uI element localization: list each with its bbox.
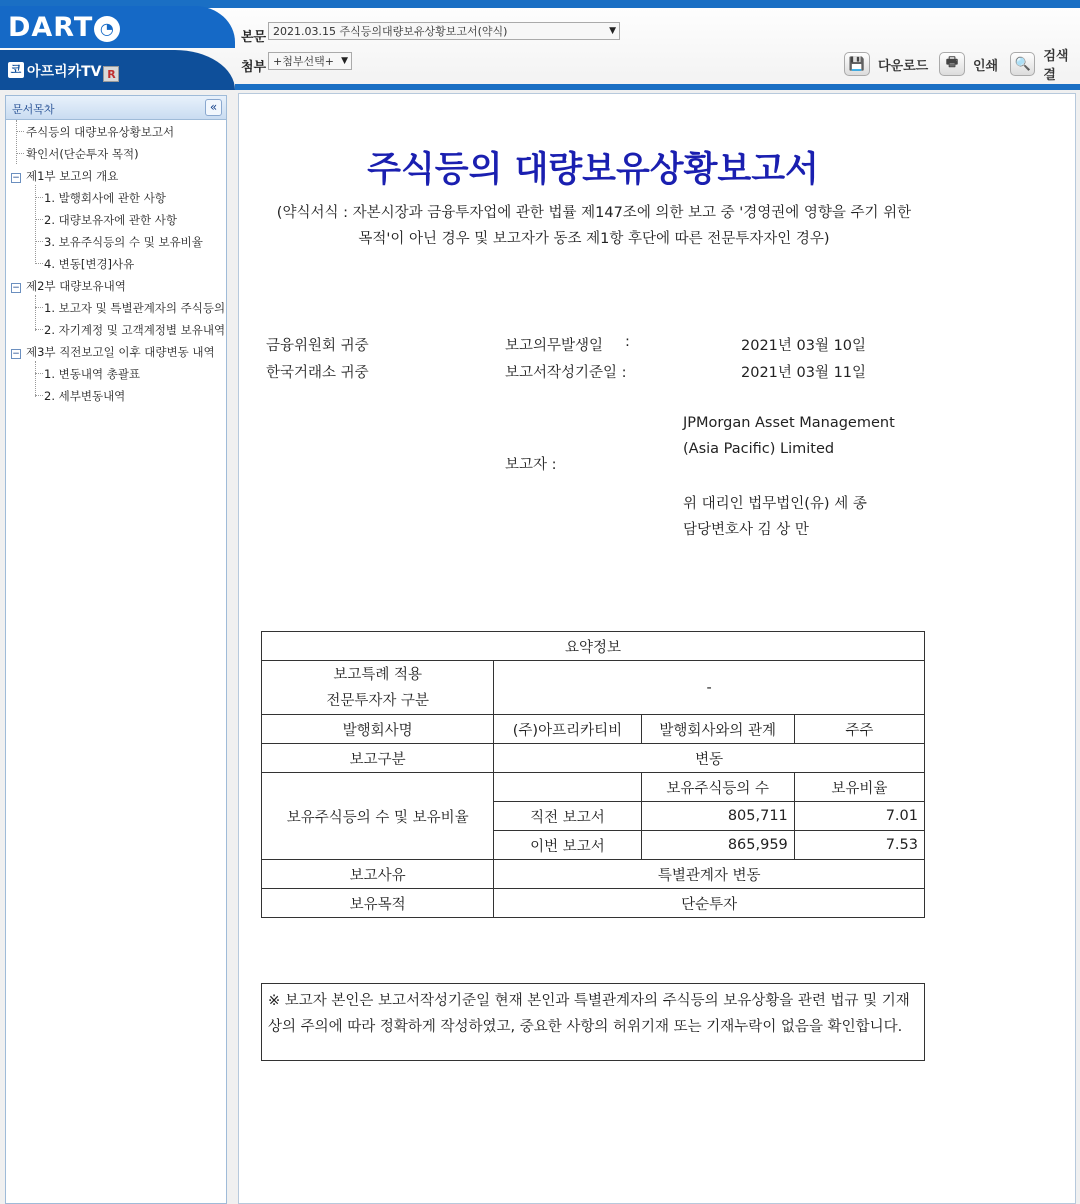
header-divider bbox=[235, 84, 1080, 90]
summary-title: 요약정보 bbox=[262, 632, 925, 661]
agent-line-2: 담당변호사 김 상 만 bbox=[683, 522, 809, 538]
document-title: 주식등의 대량보유상황보고서 bbox=[367, 150, 819, 190]
sidebar-item-part1[interactable] bbox=[11, 168, 118, 184]
relation-label: 발행회사와의 관계 bbox=[641, 715, 794, 744]
issuer-value: (주)아프리카티비 bbox=[494, 715, 641, 744]
print-label: 인쇄 bbox=[973, 58, 999, 74]
collapse-node-icon[interactable]: − bbox=[12, 283, 20, 293]
sidebar-item-label: 제1부 보고의 개요 bbox=[26, 169, 119, 183]
sidebar-item-change-summary[interactable]: 1. 변동내역 총괄표 bbox=[44, 367, 141, 381]
shares-header: 보유주식등의 수 bbox=[641, 773, 794, 802]
holdings-blank bbox=[494, 773, 641, 802]
chevron-down-icon: ▼ bbox=[609, 26, 616, 36]
holdings-label: 보유주식등의 수 및 보유비율 bbox=[262, 773, 494, 860]
basis-date-label: 보고서작성기준일 : bbox=[505, 365, 627, 381]
sidebar-item-accounts[interactable]: 2. 자기계정 및 고객계정별 보유내역 bbox=[44, 323, 226, 337]
save-icon: 💾 bbox=[844, 52, 870, 76]
collapse-node-icon[interactable]: − bbox=[12, 349, 20, 359]
company-bar bbox=[0, 50, 235, 90]
reporter-label: 보고자 : bbox=[505, 457, 557, 473]
search-icon: 🔍 bbox=[1010, 52, 1035, 76]
recipient-fsc: 금융위원회 귀중 bbox=[266, 338, 369, 354]
basis-date: 2021년 03월 11일 bbox=[741, 365, 867, 381]
sidebar-item-change-detail[interactable]: 2. 세부변동내역 bbox=[44, 389, 126, 403]
subtitle-line-1: (약식서식 : 자본시장과 금융투자업에 관한 법률 제147조에 의한 보고 중 '경영권에 영향을 주기 위한 bbox=[276, 205, 912, 221]
special-label-2: 전문투자자 구분 bbox=[326, 692, 429, 709]
special-label-1: 보고특례 적용 bbox=[333, 666, 422, 683]
prev-ratio: 7.01 bbox=[794, 802, 924, 831]
reason-value: 특별관계자 변동 bbox=[494, 860, 925, 889]
sidebar-item-label: 제3부 직전보고일 이후 대량변동 내역 bbox=[26, 345, 215, 359]
summary-table bbox=[261, 631, 925, 918]
sidebar-item-issuer[interactable]: 1. 발행회사에 관한 사항 bbox=[44, 191, 166, 205]
logo-area bbox=[0, 6, 235, 48]
collapse-node-icon[interactable]: − bbox=[12, 173, 20, 183]
company-r-icon[interactable]: R bbox=[103, 66, 119, 82]
document-subtitle bbox=[269, 200, 919, 252]
reporter-name-1: JPMorgan Asset Management bbox=[683, 415, 895, 431]
main-label: 본문 bbox=[241, 30, 267, 45]
logo-panel bbox=[0, 6, 235, 90]
issuer-label: 발행회사명 bbox=[262, 715, 494, 744]
chevron-down-icon: ▼ bbox=[341, 56, 348, 66]
sidebar-item-related-parties[interactable]: 1. 보고자 및 특별관계자의 주식등의 bbox=[44, 301, 226, 315]
obligation-date-label: 보고의무발생일 bbox=[505, 338, 604, 354]
print-button[interactable] bbox=[939, 51, 998, 77]
printer-icon: 🖶 bbox=[939, 52, 965, 76]
prev-shares: 805,711 bbox=[641, 802, 794, 831]
dart-logo-ball-icon: ◔ bbox=[94, 16, 120, 42]
subtitle-line-2: 목적'이 아닌 경우 및 보고자가 동조 제1항 후단에 따른 전문투자자인 경우) bbox=[358, 231, 830, 247]
recipient-krx: 한국거래소 귀중 bbox=[266, 365, 369, 381]
dart-logo[interactable]: DART ◔ bbox=[8, 12, 120, 43]
confirmation-notice: ※ 보고자 본인은 보고서작성기준일 현재 본인과 특별관계자의 주식등의 보유상황을 관련 법규 및 기재상의 주의에 따라 정확하게 작성하였고, 중요한 사항의 허위기재 또는 기재누락이 없음을 확인합니다. bbox=[261, 983, 925, 1061]
sidebar-item-change-reason[interactable]: 4. 변동[변경]사유 bbox=[44, 257, 135, 271]
report-type-label: 보고구분 bbox=[262, 744, 494, 773]
sidebar-item-part2[interactable] bbox=[11, 278, 126, 294]
agent-line-1: 위 대리인 법무법인(유) 세 종 bbox=[683, 496, 867, 512]
report-type-value: 변동 bbox=[494, 744, 925, 773]
collapse-icon[interactable]: « bbox=[205, 99, 222, 116]
document-viewer[interactable] bbox=[238, 93, 1076, 1204]
search-label: 검색결 bbox=[1043, 49, 1069, 83]
sidebar-item-part3[interactable] bbox=[11, 344, 215, 360]
reason-label: 보고사유 bbox=[262, 860, 494, 889]
sidebar bbox=[5, 95, 227, 1204]
reporter-name-2: (Asia Pacific) Limited bbox=[683, 441, 835, 457]
sidebar-item-confirmation[interactable]: 확인서(단순투자 목적) bbox=[26, 147, 139, 161]
obligation-date: 2021년 03월 10일 bbox=[741, 338, 867, 354]
attach-label: 첨부 bbox=[241, 60, 267, 75]
sidebar-item-holder[interactable]: 2. 대량보유자에 관한 사항 bbox=[44, 213, 178, 227]
curr-ratio: 7.53 bbox=[794, 831, 924, 860]
sidebar-header bbox=[6, 96, 226, 120]
main-document-select[interactable]: 2021.03.15 주식등의대량보유상황보고서(약식) ▼ bbox=[268, 22, 620, 40]
sidebar-item-report[interactable]: 주식등의 대량보유상황보고서 bbox=[26, 125, 175, 139]
sidebar-title: 문서목차 bbox=[12, 103, 55, 116]
purpose-value: 단순투자 bbox=[494, 889, 925, 918]
curr-report-label: 이번 보고서 bbox=[494, 831, 641, 860]
sidebar-item-holdings[interactable]: 3. 보유주식등의 수 및 보유비율 bbox=[44, 235, 203, 249]
obligation-date-colon: : bbox=[625, 334, 630, 350]
download-label: 다운로드 bbox=[878, 58, 929, 74]
special-label bbox=[262, 661, 494, 715]
attachment-select[interactable]: +첨부선택+ ▼ bbox=[268, 52, 352, 70]
special-value: - bbox=[494, 661, 925, 715]
search-button[interactable] bbox=[1010, 49, 1080, 83]
prev-report-label: 직전 보고서 bbox=[494, 802, 641, 831]
ratio-header: 보유비율 bbox=[794, 773, 924, 802]
company-name[interactable]: 아프리카TV R bbox=[27, 61, 119, 82]
curr-shares: 865,959 bbox=[641, 831, 794, 860]
relation-value: 주주 bbox=[794, 715, 924, 744]
download-button[interactable] bbox=[844, 51, 928, 77]
purpose-label: 보유목적 bbox=[262, 889, 494, 918]
sidebar-item-label: 제2부 대량보유내역 bbox=[26, 279, 126, 293]
company-badge-icon: 코 bbox=[8, 62, 24, 78]
